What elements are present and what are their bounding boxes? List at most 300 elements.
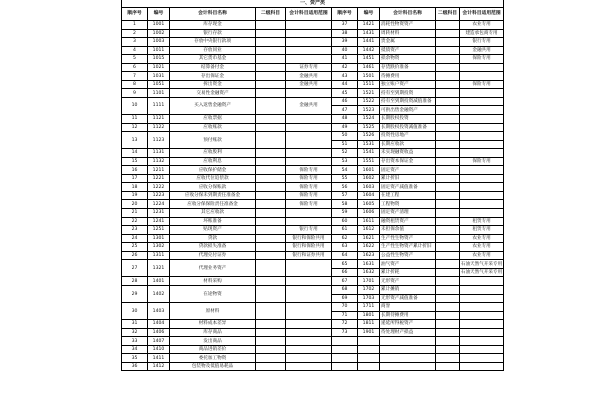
- right-code-cell: 1521: [358, 89, 380, 98]
- table-row: [122, 251, 504, 260]
- right-code-cell: 1541: [358, 149, 380, 158]
- right-scope-cell: [460, 311, 504, 320]
- left-seq-cell: 10: [122, 97, 148, 114]
- left-seq-cell: 18: [122, 183, 148, 192]
- left-sub-cell: [256, 55, 286, 64]
- left-name-cell: 应收分保未到期责任准备金: [170, 191, 256, 200]
- right-name-cell: 存货跌价准备: [380, 63, 436, 72]
- table-row: [122, 123, 504, 132]
- r-empty-code: [358, 345, 380, 354]
- right-scope-cell: 租赁专用: [460, 226, 504, 235]
- right-code-cell: 1602: [358, 174, 380, 183]
- left-seq-cell: 8: [122, 80, 148, 89]
- left-scope-cell: [286, 132, 332, 149]
- left-scope-cell: [286, 55, 332, 64]
- left-seq-cell: 17: [122, 174, 148, 183]
- right-seq-cell: 43: [332, 72, 358, 81]
- section-title: 一、资产类: [122, 0, 504, 8]
- right-sub-cell: [436, 140, 460, 149]
- left-sub-cell: [256, 183, 286, 192]
- right-seq-cell: 62: [332, 234, 358, 243]
- left-seq-cell: 36: [122, 362, 148, 371]
- right-code-cell: 1621: [358, 234, 380, 243]
- left-code-cell: 1122: [148, 123, 170, 132]
- right-code-cell: 1622: [358, 243, 380, 252]
- right-seq-cell: 65: [332, 260, 358, 269]
- table-row: [122, 183, 504, 192]
- left-sub-cell: [256, 226, 286, 235]
- left-name-cell: 其它应收款: [170, 209, 256, 218]
- right-code-cell: 1525: [358, 123, 380, 132]
- left-scope-cell: [286, 345, 332, 354]
- left-seq-cell: 16: [122, 166, 148, 175]
- right-sub-cell: [436, 157, 460, 166]
- left-code-cell: 1231: [148, 209, 170, 218]
- left-scope-cell: [286, 303, 332, 320]
- right-name-cell: 投资性房地产: [380, 132, 436, 141]
- right-name-cell: 独立账户资产: [380, 80, 436, 89]
- asset-accounts-table: [121, 0, 504, 371]
- right-scope-cell: [460, 209, 504, 218]
- right-seq-cell: 59: [332, 209, 358, 218]
- right-scope-cell: 农业专用: [460, 21, 504, 30]
- left-seq-cell: 9: [122, 89, 148, 98]
- left-name-cell: 应收股利: [170, 149, 256, 158]
- right-seq-cell: 63: [332, 243, 358, 252]
- left-code-cell: 1002: [148, 29, 170, 38]
- right-seq-cell: 71: [332, 311, 358, 320]
- left-code-cell: 1003: [148, 38, 170, 47]
- right-name-cell: 累计摊销: [380, 285, 436, 294]
- left-scope-cell: [286, 362, 332, 371]
- header-scope-left: 会计科目适用范围: [286, 8, 332, 21]
- left-sub-cell: [256, 345, 286, 354]
- right-name-cell: 固定资产: [380, 166, 436, 175]
- left-sub-cell: [256, 115, 286, 124]
- right-sub-cell: [436, 311, 460, 320]
- right-code-cell: 1623: [358, 251, 380, 260]
- right-scope-cell: 保险专用: [460, 55, 504, 64]
- right-scope-cell: [460, 123, 504, 132]
- right-seq-cell: 57: [332, 191, 358, 200]
- right-sub-cell: [436, 29, 460, 38]
- left-code-cell: 1132: [148, 157, 170, 166]
- right-scope-cell: 石油天然气开采专用: [460, 270, 503, 276]
- right-seq-cell: 52: [332, 149, 358, 158]
- right-seq-cell: 68: [332, 285, 358, 294]
- left-scope-cell: 保险专用: [286, 166, 332, 175]
- right-name-cell: 生产性生物资产: [380, 234, 436, 243]
- right-name-cell: 周转材料: [380, 29, 436, 38]
- right-sub-cell: [436, 174, 460, 183]
- right-name-cell: 长期股权投资: [380, 115, 436, 124]
- left-scope-cell: 保险专用: [286, 191, 332, 200]
- left-scope-cell: [286, 123, 332, 132]
- left-seq-cell: 22: [122, 217, 148, 226]
- left-name-cell: 商品进销差价: [170, 345, 256, 354]
- left-code-cell: 1211: [148, 166, 170, 175]
- left-code-cell: 1221: [148, 174, 170, 183]
- left-name-cell: 发出商品: [170, 337, 256, 346]
- left-sub-cell: [256, 132, 286, 149]
- left-sub-cell: [256, 80, 286, 89]
- left-name-cell: 库存现金: [170, 21, 256, 30]
- left-name-cell: 贷款损失准备: [170, 243, 256, 252]
- r-empty-name: [380, 354, 436, 363]
- left-code-cell: 1412: [148, 362, 170, 371]
- right-sub-cell: [436, 303, 460, 312]
- right-seq-cell: 44: [332, 80, 358, 89]
- left-scope-cell: [286, 29, 332, 38]
- right-name-cell: 长期应收款: [380, 140, 436, 149]
- right-name-cell: 无形资产减值准备: [380, 294, 436, 303]
- left-sub-cell: [256, 337, 286, 346]
- left-scope-cell: [286, 354, 332, 363]
- right-name-cell: 未实现融资收益: [380, 149, 436, 158]
- left-scope-cell: 保险专用: [286, 174, 332, 183]
- left-sub-cell: [256, 72, 286, 81]
- right-code-cell: 1901: [358, 328, 380, 337]
- header-code-left: 编号: [148, 8, 170, 21]
- right-code-cell: 1451: [358, 55, 380, 64]
- right-name-cell: 贵金属: [380, 38, 436, 47]
- right-scope-cell: [460, 115, 504, 124]
- left-seq-cell: 3: [122, 38, 148, 47]
- right-sub-cell: [436, 209, 460, 218]
- left-code-cell: 1404: [148, 320, 170, 329]
- left-name-cell: 代理兑付证券: [170, 251, 256, 260]
- left-sub-cell: [256, 29, 286, 38]
- left-seq-cell: 35: [122, 354, 148, 363]
- left-name-cell: 存放中央银行款项: [170, 38, 256, 47]
- right-sub-cell: [436, 115, 460, 124]
- left-code-cell: 1051: [148, 80, 170, 89]
- left-seq-cell: 29: [122, 285, 148, 302]
- left-sub-cell: [256, 303, 286, 320]
- r-empty-name: [380, 337, 436, 346]
- header-sub-right: 二级科目: [436, 8, 460, 21]
- table-row: [122, 345, 504, 354]
- left-scope-cell: 证券专用: [286, 63, 332, 72]
- left-code-cell: 1406: [148, 328, 170, 337]
- right-sub-cell: [436, 320, 460, 329]
- right-seq-cell: 72: [332, 320, 358, 329]
- left-seq-cell: 30: [122, 303, 148, 320]
- table-row: [122, 320, 504, 329]
- left-sub-cell: [256, 166, 286, 175]
- right-code-cell: 1461: [358, 63, 380, 72]
- right-seq-cell: 67: [332, 277, 358, 286]
- left-code-cell: 1131: [148, 149, 170, 158]
- table-row: [122, 115, 504, 124]
- right-scope-cell: [460, 63, 504, 72]
- right-sub-cell: [436, 217, 460, 226]
- right-name-cell: 累计折旧: [380, 174, 436, 183]
- left-seq-cell: 31: [122, 320, 148, 329]
- right-scope-cell: [460, 166, 504, 175]
- left-scope-cell: 金融共用: [286, 72, 332, 81]
- right-seq-cell: 46: [332, 97, 358, 106]
- left-scope-cell: 金融共用: [286, 80, 332, 89]
- r-empty-n: [332, 345, 358, 354]
- left-seq-cell: 26: [122, 251, 148, 260]
- r-empty-scope: [460, 362, 504, 371]
- right-code-cell: 1611: [358, 217, 380, 226]
- left-name-cell: 其它货币基金: [170, 55, 256, 64]
- left-scope-cell: [286, 21, 332, 30]
- left-sub-cell: [256, 63, 286, 72]
- right-scope-cell: 石油天然气开采专用: [460, 261, 503, 267]
- r-empty-sub: [436, 362, 460, 371]
- header-seq-left: 顺序号: [122, 8, 148, 21]
- left-scope-cell: [286, 328, 332, 337]
- left-seq-cell: 27: [122, 260, 148, 277]
- right-name-cell: 递延所得税资产: [380, 320, 436, 329]
- right-code-cell: 1604: [358, 191, 380, 200]
- left-code-cell: 1241: [148, 217, 170, 226]
- right-seq-cell: 51: [332, 140, 358, 149]
- left-code-cell: 1402: [148, 285, 170, 302]
- right-name-cell: 固定资产减值准备: [380, 183, 436, 192]
- left-name-cell: 应收分保账款: [170, 183, 256, 192]
- left-seq-cell: 34: [122, 345, 148, 354]
- right-scope-cell: 农业专用: [460, 234, 504, 243]
- left-scope-cell: [286, 260, 332, 277]
- r-empty-sub: [436, 354, 460, 363]
- r-empty-code: [358, 337, 380, 346]
- left-sub-cell: [256, 191, 286, 200]
- right-code-cell: 1442: [358, 46, 380, 55]
- right-sub-cell: [436, 285, 460, 294]
- right-sub-cell: [436, 260, 460, 269]
- left-sub-cell: [256, 149, 286, 158]
- left-code-cell: 1224: [148, 200, 170, 209]
- left-code-cell: 1111: [148, 97, 170, 114]
- right-scope-cell: [460, 140, 504, 149]
- left-scope-cell: [286, 89, 332, 98]
- right-code-cell: 1531: [358, 140, 380, 149]
- table-row: [122, 337, 504, 346]
- right-sub-cell: [436, 200, 460, 209]
- right-sub-cell: [436, 106, 460, 115]
- left-code-cell: 1311: [148, 251, 170, 260]
- left-seq-cell: 6: [122, 63, 148, 72]
- table-row: [122, 166, 504, 175]
- right-code-cell: 1523: [358, 106, 380, 115]
- left-sub-cell: [256, 46, 286, 55]
- right-scope-cell: [460, 285, 504, 294]
- left-code-cell: 1121: [148, 115, 170, 124]
- table-row: [122, 149, 504, 158]
- left-seq-cell: 5: [122, 55, 148, 64]
- right-sub-cell: [436, 46, 460, 55]
- left-code-cell: 1407: [148, 337, 170, 346]
- left-sub-cell: [256, 217, 286, 226]
- right-code-cell: 1421: [358, 21, 380, 30]
- right-scope-cell: [460, 200, 504, 209]
- left-name-cell: 原材料: [170, 303, 256, 320]
- right-scope-cell: [460, 320, 504, 329]
- table-row: [122, 157, 504, 166]
- right-sub-cell: [436, 268, 460, 277]
- right-sub-cell: [436, 97, 460, 106]
- left-code-cell: 1410: [148, 345, 170, 354]
- left-seq-cell: 4: [122, 46, 148, 55]
- right-sub-cell: [436, 89, 460, 98]
- right-code-cell: 1612: [358, 226, 380, 235]
- left-name-cell: 代理业务资产: [170, 260, 256, 277]
- right-seq-cell: 42: [332, 63, 358, 72]
- table-row: [122, 243, 504, 252]
- table-row: [122, 38, 504, 47]
- right-sub-cell: [436, 21, 460, 30]
- left-scope-cell: 银行和保险共用: [286, 234, 332, 243]
- right-code-cell: 1601: [358, 166, 380, 175]
- right-seq-cell: 47: [332, 106, 358, 115]
- table-row: [122, 354, 504, 363]
- table-row: [122, 328, 504, 337]
- left-code-cell: 1251: [148, 226, 170, 235]
- left-name-cell: 银行存款: [170, 29, 256, 38]
- right-name-cell: 长期待摊费用: [380, 311, 436, 320]
- right-scope-cell: [460, 294, 504, 303]
- left-name-cell: 委托加工物资: [170, 354, 256, 363]
- right-scope-cell: 农业专用: [460, 243, 504, 252]
- right-name-cell: 损余物资: [380, 55, 436, 64]
- r-empty-code: [358, 362, 380, 371]
- left-seq-cell: 20: [122, 200, 148, 209]
- right-seq-cell: 48: [332, 115, 358, 124]
- header-name-left: 会计科目名称: [170, 8, 256, 21]
- right-scope-cell: 保险专用: [460, 80, 504, 89]
- left-name-cell: 材料成本差异: [170, 320, 256, 329]
- left-scope-cell: 银行专用: [286, 226, 332, 235]
- left-code-cell: 1301: [148, 234, 170, 243]
- table-row: [122, 234, 504, 243]
- right-scope-cell: [460, 303, 504, 312]
- left-name-cell: 存放同业: [170, 46, 256, 55]
- right-code-cell: 1605: [358, 200, 380, 209]
- left-code-cell: 1015: [148, 55, 170, 64]
- table-row: [122, 72, 504, 81]
- right-code-cell: 1606: [358, 209, 380, 218]
- right-sub-cell: [436, 80, 460, 89]
- left-name-cell: 在途物资: [170, 285, 256, 302]
- left-code-cell: 1403: [148, 303, 170, 320]
- table-row: [122, 55, 504, 64]
- table-row: [122, 89, 504, 98]
- right-sub-cell: [436, 234, 460, 243]
- left-seq-cell: 23: [122, 226, 148, 235]
- right-name-cell: 商誉: [380, 303, 436, 312]
- table-row: [122, 226, 504, 235]
- left-seq-cell: 33: [122, 337, 148, 346]
- left-name-cell: 存出保证金: [170, 72, 256, 81]
- right-sub-cell: [436, 149, 460, 158]
- left-name-cell: 坏账准备: [170, 217, 256, 226]
- right-seq-cell: 38: [332, 29, 358, 38]
- left-name-cell: 应收账款: [170, 123, 256, 132]
- left-code-cell: 1302: [148, 243, 170, 252]
- right-name-cell: 公益性生物资产: [380, 251, 436, 260]
- right-scope-cell: 银行专用: [460, 38, 504, 47]
- left-name-cell: 结算备付金: [170, 63, 256, 72]
- left-scope-cell: [286, 285, 332, 302]
- right-code-cell: 1701: [358, 277, 380, 286]
- right-seq-cell: 58: [332, 200, 358, 209]
- right-seq-cell: 54: [332, 166, 358, 175]
- left-code-cell: 1001: [148, 21, 170, 30]
- left-name-cell: 应收票据: [170, 115, 256, 124]
- right-seq-cell: 56: [332, 183, 358, 192]
- right-code-cell: 1431: [358, 29, 380, 38]
- right-scope-cell: [460, 72, 504, 81]
- left-scope-cell: [286, 149, 332, 158]
- left-name-cell: 买入返售金融资产: [170, 97, 256, 114]
- header-seq-right: 顺序号: [332, 8, 358, 21]
- left-sub-cell: [256, 200, 286, 209]
- table-row: [122, 63, 504, 72]
- right-seq-cell: 40: [332, 46, 358, 55]
- left-code-cell: 1401: [148, 277, 170, 286]
- right-name-cell: 在建工程: [380, 191, 436, 200]
- left-scope-cell: [286, 46, 332, 55]
- table-row: [122, 132, 504, 141]
- table-row: [122, 174, 504, 183]
- table-row: [122, 285, 504, 294]
- left-name-cell: 贷款: [170, 234, 256, 243]
- right-sub-cell: [436, 226, 460, 235]
- left-seq-cell: 25: [122, 243, 148, 252]
- right-seq-cell: 37: [332, 21, 358, 30]
- table-row: [122, 46, 504, 55]
- left-code-cell: 1321: [148, 260, 170, 277]
- table-row: [122, 97, 504, 106]
- right-name-cell: 工程物资: [380, 200, 436, 209]
- left-sub-cell: [256, 260, 286, 277]
- left-seq-cell: 11: [122, 115, 148, 124]
- right-seq-cell: 64: [332, 251, 358, 260]
- left-seq-cell: 15: [122, 157, 148, 166]
- header-name-right: 会计科目名称: [380, 8, 436, 21]
- right-seq-cell: 61: [332, 226, 358, 235]
- right-seq-cell: 49: [332, 123, 358, 132]
- right-seq-cell: 70: [332, 303, 358, 312]
- right-code-cell: 1711: [358, 303, 380, 312]
- right-code-cell: 1522: [358, 97, 380, 106]
- right-scope-cell: 农业专用: [460, 251, 504, 260]
- left-sub-cell: [256, 277, 286, 286]
- left-seq-cell: 24: [122, 234, 148, 243]
- header-scope-right: 会计科目适用范围: [460, 8, 504, 21]
- right-name-cell: 待处理财产损益: [380, 328, 436, 337]
- left-seq-cell: 19: [122, 191, 148, 200]
- right-name-cell: 消耗性物资资产: [380, 21, 436, 30]
- left-seq-cell: 7: [122, 72, 148, 81]
- right-code-cell: 1632: [358, 268, 380, 277]
- right-code-cell: 1811: [358, 320, 380, 329]
- r-empty-sub: [436, 345, 460, 354]
- left-scope-cell: [286, 157, 332, 166]
- left-sub-cell: [256, 320, 286, 329]
- left-name-cell: 材料采购: [170, 277, 256, 286]
- right-scope-cell: 保险专用: [460, 157, 504, 166]
- right-name-cell: 抵债资产: [380, 46, 436, 55]
- right-name-cell: 持有至到期投资减值准备: [380, 97, 436, 106]
- left-name-cell: 应收代位追偿款: [170, 174, 256, 183]
- left-sub-cell: [256, 209, 286, 218]
- right-code-cell: 1524: [358, 115, 380, 124]
